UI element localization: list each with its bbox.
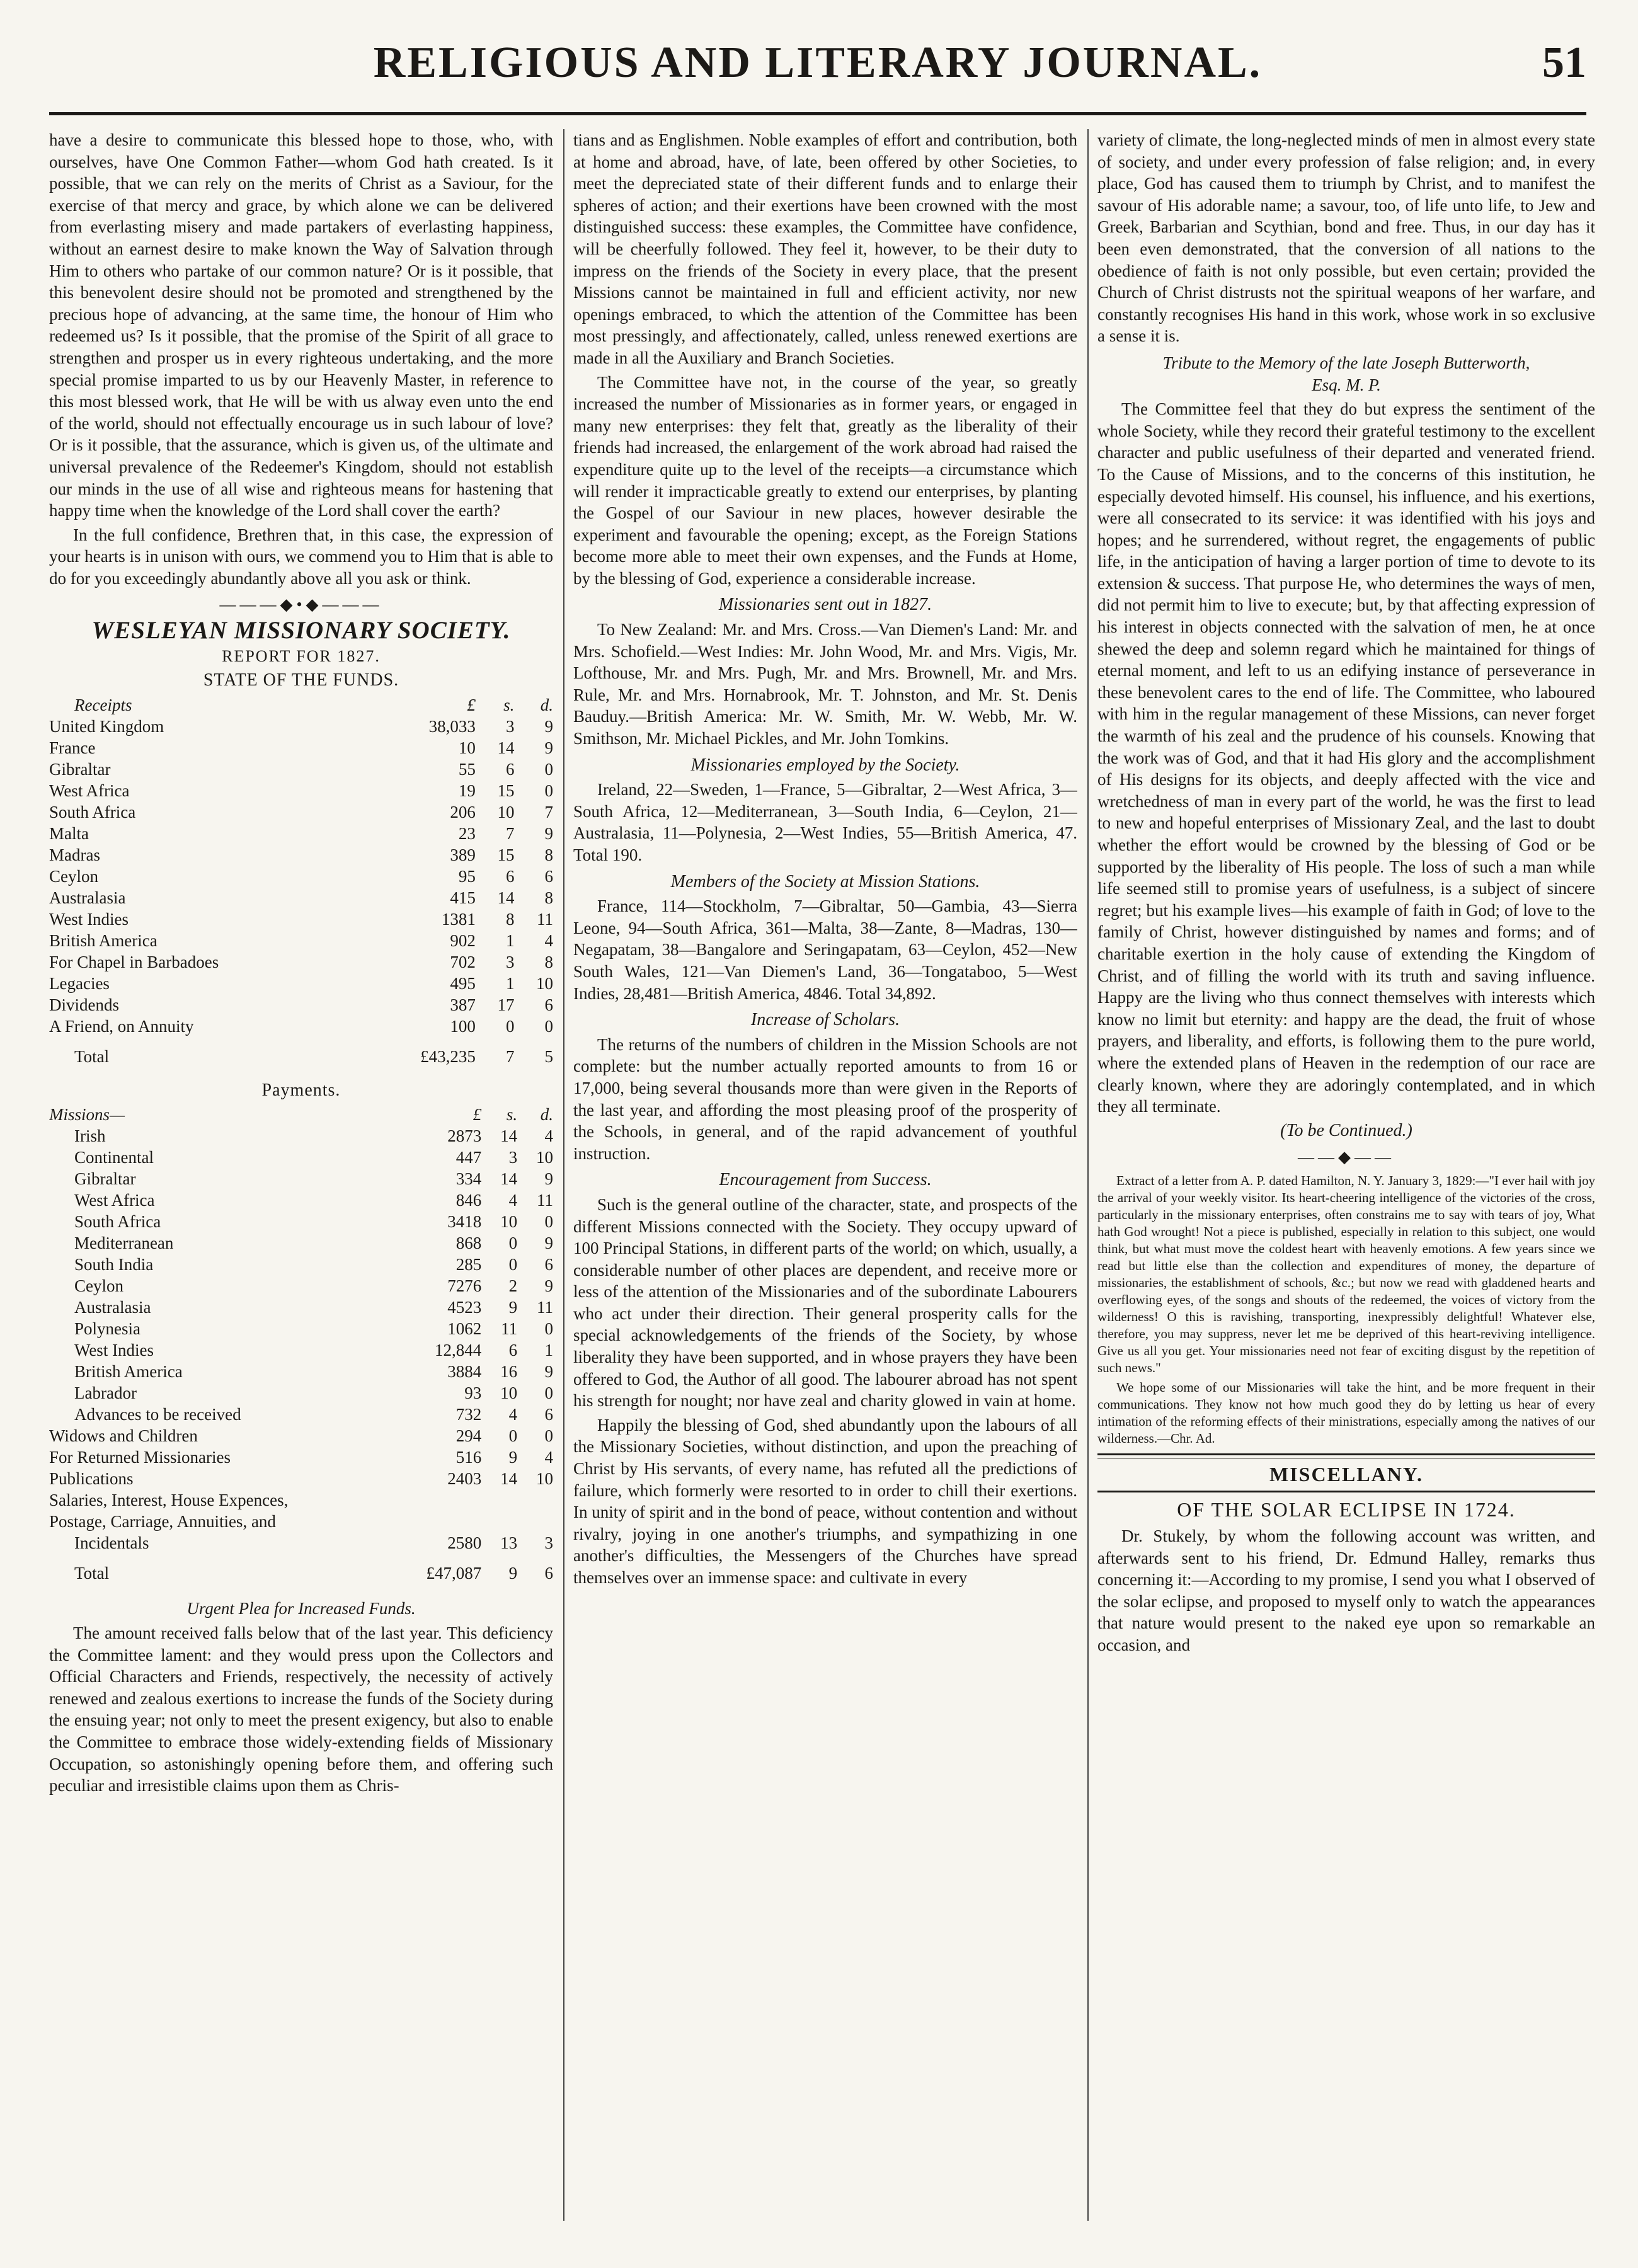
- pence-value: 4: [544, 1126, 553, 1146]
- pence-value: 6: [544, 1564, 553, 1583]
- running-title: RELIGIOUS AND LITERARY JOURNAL.: [373, 38, 1263, 87]
- pounds-value: 3884: [447, 1362, 482, 1382]
- shillings-value: 8: [505, 909, 515, 929]
- shillings-value: 1: [505, 931, 515, 950]
- pence-value: 6: [544, 995, 553, 1014]
- receipt-row: [49, 908, 553, 930]
- row-label: Advances to be received: [74, 1405, 241, 1424]
- pence-value: 9: [544, 1276, 553, 1296]
- pence-value: 10: [536, 1469, 553, 1489]
- pounds-value: 93: [464, 1383, 482, 1403]
- receipts-label: Receipts: [74, 695, 132, 714]
- shillings-value: 14: [500, 1169, 518, 1189]
- report-year: REPORT FOR 1827.: [222, 646, 381, 665]
- receipts-total-row: [49, 1037, 553, 1076]
- pounds-value: 23: [458, 823, 476, 843]
- row-label: France: [49, 738, 96, 757]
- pence-value: 9: [544, 738, 553, 757]
- extract-paragraph: Extract of a letter from A. P. dated Hamilton, N. Y. January 3, 1829:—"I ever hail with joy the arrival of your weekly visitor. Its heart-cheering intelligence of the victories of the cross, particularly in the missionary enterprises, often constrains me to say with tears of joy, What hath God wrought! Not a piece is published, especially in relation to this subject, one would think, but what must move the coldest heart with heavenly emotions. A few years since we read but little else than the collection and expenditures of money, the departure of missionaries, the establishment of schools, &c.; but now we read with gladdened hearts and overflowing eyes, of the songs and shouts of the redeemed, the voices of victory from the wilderness! O this is ravishing, transporting, inexpressibly delightful! Whatever else, therefore, you may suppress, never let me be deprived of this heart-reviving intelligence. Give us all you get. Your missionaries need not fear of exciting disgust by the repetition of such news.": [1097, 1172, 1595, 1375]
- pence-value: 0: [544, 1319, 553, 1339]
- pounds-value: 19: [458, 781, 476, 800]
- payment-row: [49, 1125, 553, 1147]
- column-middle: [573, 129, 1077, 2224]
- pence-value: 0: [544, 1212, 553, 1232]
- pounds-value: 7276: [447, 1276, 482, 1296]
- currency-shillings: s.: [506, 1105, 518, 1125]
- shillings-value: 4: [508, 1405, 518, 1424]
- shillings-value: 3: [505, 716, 515, 736]
- shillings-value: 9: [508, 1298, 518, 1317]
- pounds-value: 1062: [447, 1319, 482, 1339]
- pounds-value: 902: [450, 931, 476, 950]
- section-rule: [1097, 1491, 1595, 1492]
- receipt-row: [49, 887, 553, 908]
- shillings-value: 0: [508, 1426, 518, 1446]
- receipt-row: [49, 823, 553, 844]
- pence-value: 8: [544, 952, 553, 971]
- payment-row: [49, 1254, 553, 1275]
- page-number: 51: [1542, 38, 1586, 87]
- shillings-value: 4: [508, 1191, 518, 1210]
- shillings-value: 14: [500, 1126, 518, 1146]
- pence-value: 10: [536, 1148, 553, 1167]
- shillings-value: 3: [505, 952, 515, 971]
- row-label: For Returned Missionaries: [49, 1448, 231, 1467]
- pence-value: 0: [544, 1016, 553, 1036]
- shillings-value: 7: [505, 823, 515, 843]
- row-label: Continental: [74, 1148, 154, 1167]
- payment-row: [49, 1339, 553, 1361]
- receipt-row: [49, 759, 553, 780]
- row-label: Total: [74, 1564, 110, 1583]
- body-paragraph: In the full confidence, Brethren that, in this case, the expression of your hearts is in unison with ours, we commend you to Him that is able to do for you exceedingly abundantly above all you ask or think.: [49, 525, 553, 588]
- pounds-value: 100: [450, 1016, 476, 1036]
- pence-value: 11: [537, 1298, 553, 1317]
- pence-value: 5: [544, 1046, 553, 1066]
- pence-value: 4: [544, 1448, 553, 1467]
- pence-value: 9: [544, 1169, 553, 1189]
- row-label: Ceylon: [74, 1276, 123, 1296]
- shillings-value: 0: [505, 1016, 515, 1036]
- pounds-value: 3418: [447, 1212, 482, 1232]
- shillings-value: 6: [505, 759, 515, 779]
- shillings-value: 1: [505, 973, 515, 993]
- pounds-value: 95: [458, 866, 476, 886]
- row-label: Ceylon: [49, 866, 98, 886]
- shillings-value: 0: [508, 1234, 518, 1253]
- section-rule: [1097, 1453, 1595, 1458]
- pence-value: 3: [544, 1533, 553, 1553]
- shillings-value: 6: [508, 1341, 518, 1360]
- pence-value: 9: [544, 823, 553, 843]
- section-divider: ———◆•◆———: [219, 595, 383, 614]
- receipts-table: [49, 694, 553, 1076]
- pounds-value: 516: [455, 1448, 482, 1467]
- row-label: Gibraltar: [49, 759, 111, 779]
- payment-row: [49, 1468, 553, 1489]
- row-label: Irish: [74, 1126, 106, 1146]
- payment-row: [49, 1168, 553, 1189]
- shillings-value: 9: [508, 1448, 518, 1467]
- pounds-value: 2873: [447, 1126, 482, 1146]
- payment-row: [49, 1297, 553, 1318]
- row-label: Postage, Carriage, Annuities, and: [49, 1512, 276, 1532]
- row-label: Salaries, Interest, House Expences,: [49, 1491, 289, 1510]
- payment-row: [49, 1511, 553, 1532]
- receipt-row: [49, 801, 553, 823]
- body-paragraph: France, 114—Stockholm, 7—Gibraltar, 50—Gambia, 43—Sierra Leone, 94—South Africa, 361—Malta, 38—Zante, 8—Madras, 130—Negapatam, 38—Bangalore and Seringapatam, 63—Ceylon, 452—New South Wales, 121—Van Diemen's Land, 36—Tongataboo, 5—West Indies, 28,481—British America, 4846. Total 34,892.: [573, 896, 1077, 1003]
- body-paragraph: The returns of the numbers of children in the Mission Schools are not complete: but the number actually reported amounts to from 16 or 17,000, being several thousands more than were given in the Reports of the last year, and affording the most pleasing proof of the prosperity of the Schools, in general, and of the rapid advancement of youthful instruction.: [573, 1034, 1077, 1163]
- pounds-value: 732: [455, 1405, 482, 1424]
- row-label: South India: [74, 1255, 154, 1274]
- row-label: British America: [49, 931, 158, 950]
- payment-row: [49, 1532, 553, 1554]
- row-label: Legacies: [49, 973, 110, 993]
- receipt-row: [49, 716, 553, 737]
- shillings-value: 6: [505, 866, 515, 886]
- pounds-value: 12,844: [435, 1341, 482, 1360]
- pounds-value: 2403: [447, 1469, 482, 1489]
- pounds-value: 389: [450, 845, 476, 864]
- shillings-value: 14: [497, 888, 515, 907]
- shillings-value: 15: [497, 845, 515, 864]
- receipt-row: [49, 844, 553, 866]
- pounds-value: 702: [450, 952, 476, 971]
- shillings-value: 11: [501, 1319, 518, 1339]
- payments-heading: Payments.: [261, 1080, 341, 1100]
- section-heading: Missionaries employed by the Society.: [690, 755, 960, 775]
- row-label: Madras: [49, 845, 100, 864]
- section-heading: Missionaries sent out in 1827.: [718, 595, 932, 615]
- pence-value: 11: [537, 1191, 553, 1210]
- column-rule: [1087, 129, 1089, 2221]
- pounds-value: 294: [455, 1426, 482, 1446]
- payment-row: [49, 1404, 553, 1425]
- page-header: [49, 37, 1586, 115]
- pounds-value: 495: [450, 973, 476, 993]
- payment-row: [49, 1361, 553, 1382]
- pence-value: 9: [544, 1362, 553, 1382]
- body-paragraph: Dr. Stukely, by whom the following account was written, and afterwards sent to his friend, Dr. Edmund Halley, remarks thus concerning it:—According to my promise, I send you what I observed of the solar eclipse, and proposed to myself only to watch the appearances that nature would present to the naked eye upon so remarkable an occasion, and: [1097, 1526, 1595, 1655]
- row-label: Mediterranean: [74, 1234, 174, 1253]
- pounds-value: 415: [450, 888, 476, 907]
- row-label: Malta: [49, 823, 89, 843]
- tribute-heading-name: Esq. M. P.: [1312, 375, 1381, 394]
- pounds-value: 4523: [447, 1298, 482, 1317]
- pence-value: 6: [544, 1405, 553, 1424]
- body-paragraph: The Committee have not, in the course of the year, so greatly increased the number of Missionaries as in former years, or engaged in many new enterprises: they felt that, greatly as the liberality of their friends had increased, the enlargement of the work abroad had raised the expenditure quite up to the level of the receipts—a circumstance which will render it impracticable greatly to extend our enterprises, by planting the Gospel of our Saviour in new places, however desirable the experiment and favourable the opening; except, as the Foreign Stations become more able to meet their own expenses, and the Funds at Home, by the blessing of God, experience a considerable increase.: [573, 372, 1077, 588]
- funds-heading: STATE OF THE FUNDS.: [203, 670, 399, 690]
- pence-value: 6: [544, 866, 553, 886]
- column-rule: [563, 129, 564, 2221]
- body-paragraph: Ireland, 22—Sweden, 1—France, 5—Gibraltar, 2—West Africa, 3—South Africa, 12—Mediterranean, 3—South India, 6—Ceylon, 21—Australasia, 11—Polynesia, 2—West Indies, 55—British America, 47. Total 190.: [573, 780, 1077, 864]
- pence-value: 0: [544, 781, 553, 800]
- row-label: Polynesia: [74, 1319, 140, 1339]
- body-paragraph: tians and as Englishmen. Noble examples of effort and contribution, both at home and abroad, have, of late, been offered by other Societies, to meet the depreciated state of their different funds and to enlarge their spheres of action; and their exertions have been crowned with the most distinguished success: these examples, the Committee have confidence, will be cheerfully followed. They feel it, however, to be their duty to impress on the friends of the Society in every place, that the present Missions cannot be maintained in full and efficient activity, nor new openings embraced, to which the attention of the Committee has been most pressingly, and affectionately, called, unless renewed exertions are made in all the Auxiliary and Branch Societies.: [573, 130, 1077, 367]
- receipt-row: [49, 951, 553, 973]
- column-right: [1097, 129, 1595, 2224]
- tribute-heading: Tribute to the Memory of the late Joseph Butterworth,: [1162, 353, 1530, 372]
- pounds-value: 387: [450, 995, 476, 1014]
- currency-pence: d.: [540, 695, 553, 714]
- pounds-value: £43,235: [420, 1046, 476, 1066]
- miscellany-heading: MISCELLANY.: [1269, 1462, 1423, 1486]
- continued-note: (To be Continued.): [1280, 1120, 1412, 1140]
- pounds-value: 285: [455, 1255, 482, 1274]
- payment-row: [49, 1232, 553, 1254]
- payment-row: [49, 1382, 553, 1404]
- section-heading: Increase of Scholars.: [750, 1010, 900, 1030]
- row-label: West Indies: [49, 909, 129, 929]
- pounds-value: 10: [458, 738, 476, 757]
- shillings-value: 17: [497, 995, 515, 1014]
- currency-pounds: £: [467, 695, 476, 714]
- payments-total-row: [49, 1554, 553, 1593]
- pence-value: 10: [536, 973, 553, 993]
- receipt-row: [49, 1016, 553, 1037]
- payment-row: [49, 1275, 553, 1297]
- pounds-value: 55: [458, 759, 476, 779]
- pounds-value: 206: [450, 802, 476, 822]
- row-label: For Chapel in Barbadoes: [49, 952, 219, 971]
- extract-paragraph: We hope some of our Missionaries will take the hint, and be more frequent in their communications. They know not how much good they do by letting us hear of every intimation of the reforming effects of their ministrations, especially among the natives of our wilderness.—Chr. Ad.: [1097, 1379, 1595, 1446]
- row-label: South Africa: [49, 802, 136, 822]
- payment-row: [49, 1489, 553, 1511]
- receipt-row: [49, 866, 553, 887]
- article-title: OF THE SOLAR ECLIPSE IN 1724.: [1177, 1498, 1516, 1521]
- shillings-value: 7: [505, 1046, 515, 1066]
- row-label: Gibraltar: [74, 1169, 136, 1189]
- row-label: Total: [74, 1046, 110, 1066]
- row-label: Australasia: [74, 1298, 151, 1317]
- section-heading: Members of the Society at Mission Stations.: [670, 871, 980, 891]
- body-paragraph: To New Zealand: Mr. and Mrs. Cross.—Van Diemen's Land: Mr. and Mrs. Schofield.—West Indies: Mr. John Wood, Mr. and Mrs. Vigis, Mr. Lofthouse, Mr. and Mrs. Pugh, Mr. and Mrs. Brownell, Mr. and Mrs. Rule, Mr. and Mrs. Hornabrook, Mr. T. Johnston, and Mr. St. Denis Bauduy.—British America: Mr. W. Smith, Mr. W. Webb, Mr. W. Smithson, Mr. Michael Pickles, and Mr. John Tomkins.: [573, 620, 1077, 748]
- row-label: West Africa: [74, 1191, 155, 1210]
- currency-pence: d.: [540, 1105, 553, 1125]
- payments-table: [49, 1104, 553, 1593]
- shillings-value: 3: [508, 1148, 518, 1167]
- shillings-value: 9: [508, 1564, 518, 1583]
- shillings-value: 14: [500, 1469, 518, 1489]
- shillings-value: 10: [500, 1383, 518, 1403]
- pence-value: 0: [544, 1426, 553, 1446]
- pounds-value: £47,087: [426, 1564, 482, 1583]
- pence-value: 9: [544, 716, 553, 736]
- society-title: WESLEYAN MISSIONARY SOCIETY.: [91, 617, 511, 644]
- row-label: British America: [74, 1362, 183, 1382]
- row-label: Incidentals: [74, 1533, 149, 1553]
- row-label: Labrador: [74, 1383, 137, 1403]
- pounds-value: 447: [455, 1148, 482, 1167]
- missions-label: Missions—: [49, 1105, 125, 1125]
- pounds-value: 38,033: [428, 716, 476, 736]
- pence-value: 1: [544, 1341, 553, 1360]
- pence-value: 0: [544, 1383, 553, 1403]
- row-label: United Kingdom: [49, 716, 164, 736]
- pence-value: 0: [544, 759, 553, 779]
- payment-row: [49, 1211, 553, 1232]
- shillings-value: 0: [508, 1255, 518, 1274]
- pounds-value: 868: [455, 1234, 482, 1253]
- pounds-value: 1381: [441, 909, 476, 929]
- pence-value: 8: [544, 888, 553, 907]
- pence-value: 6: [544, 1255, 553, 1274]
- payment-row: [49, 1147, 553, 1168]
- shillings-value: 10: [497, 802, 515, 822]
- pounds-value: 334: [455, 1169, 482, 1189]
- row-label: West Indies: [74, 1341, 154, 1360]
- column-left: [49, 129, 553, 2224]
- body-paragraph: variety of climate, the long-neglected minds of men in almost every state of society, and under every profession of false religion; and, in every place, God has caused them to triumph by Christ, and to manifest the savour of His adorable name; a savour, too, of life unto life, to Jew and Greek, Barbarian and Scythian, bond and free. Thus, in our day has it been even demonstrated, that the conversion of all nations to the obedience of faith is not only possible, but even certain; provided the Church of Christ distrusts not the spiritual weapons of her warfare, and constantly recognises His hand in this work, whose work in so exclusive a sense it is.: [1097, 130, 1595, 346]
- pence-value: 11: [537, 909, 553, 929]
- payment-row: [49, 1446, 553, 1468]
- receipts-header-row: [49, 694, 553, 716]
- body-paragraph: Such is the general outline of the character, state, and prospects of the different Missions connected with the Society. They occupy upward of 100 Principal Stations, in different parts of the world; on which, usually, a considerable number of other places are dependent, and receive more or less of the attention of the Missionaries and of the subordinate Labourers who act under their direction. Their general prosperity calls for the special acknowledgements of the friends of the Society, by whose liberality they have been supported, and in whose prayers they have been offered to God, the Author of all good. The labourer abroad has not spent his strength for nought; nor have zeal and charity glowed in vain at home.: [573, 1194, 1077, 1411]
- receipt-row: [49, 973, 553, 994]
- body-paragraph: Happily the blessing of God, shed abundantly upon the labours of all the Missionary Societies, without distinction, and upon the preaching of Christ by His servants, of every name, has refuted all the predictions of failure, which formerly were resorted to in order to chill their exertions. In unity of spirit and in the bond of peace, without contention and without rivalry, joying in one another's triumphs, and sympathizing in one another's difficulties, the Messengers of the Churches have spread themselves over an immense space: and cultivate in every: [573, 1415, 1077, 1587]
- shillings-value: 15: [497, 781, 515, 800]
- pence-value: 9: [544, 1234, 553, 1253]
- payment-row: [49, 1189, 553, 1211]
- row-label: West Africa: [49, 781, 130, 800]
- currency-shillings: s.: [503, 695, 515, 714]
- row-label: Dividends: [49, 995, 119, 1014]
- row-label: Australasia: [49, 888, 126, 907]
- urgent-heading: Urgent Plea for Increased Funds.: [186, 1599, 416, 1618]
- payment-row: [49, 1318, 553, 1339]
- receipt-row: [49, 780, 553, 801]
- row-label: Widows and Children: [49, 1426, 198, 1446]
- section-heading: Encouragement from Success.: [719, 1170, 932, 1190]
- pence-value: 4: [544, 931, 553, 950]
- pence-value: 8: [544, 845, 553, 864]
- pounds-value: 2580: [447, 1533, 482, 1553]
- payments-header-row: [49, 1104, 553, 1125]
- receipt-row: [49, 930, 553, 951]
- body-paragraph: The amount received falls below that of the last year. This deficiency the Committee lament: and they would press upon the Collectors and Official Characters and Friends, respectively, the necessity of actively renewed and zealous exertions to increase the funds of the Society during the ensuing year; not only to meet the present exigency, but also to enable the Committee to embrace those widely-extending fields of Missionary Occupation, so astonishingly opening before them, and offering such peculiar and irresistible claims upon them as Chris-: [49, 1624, 553, 1796]
- payment-row: [49, 1425, 553, 1446]
- shillings-value: 2: [508, 1276, 518, 1296]
- pence-value: 7: [544, 802, 553, 822]
- shillings-value: 10: [500, 1212, 518, 1232]
- shillings-value: 13: [500, 1533, 518, 1553]
- section-divider: ——◆——: [1298, 1148, 1395, 1167]
- body-paragraph: The Committee feel that they do but express the sentiment of the whole Society, while they record their grateful testimony to the excellent character and public usefulness of their departed and venerated friend. To the Cause of Missions, and to the concerns of this institution, he especially devoted himself. His counsel, his influence, and his exertions, were all consecrated to its service: it was identified with his joys and hopes; and he surrendered, without regret, the engagements of public life, in the anticipation of having a larger portion of time to devote to its extension & success. That purpose He, who determines the ways of men, did not permit him to live to execute; but, by that affecting expression of his interest in objects connected with the salvation of men, he at once shewed the deep and solemn regard which he maintained for things of eternal moment, and left to us an edifying instance of perseverance in these benevolent cares to the end of life. The Committee, who laboured with him in the regular management of these Missions, can never forget the warmth of his zeal and the prudence of his counsels. Knowing that the work was of God, and that it had His glory and the accomplishment of His designs for its objects, and deeply affected with the vice and wretchedness of man in every part of the world, he was the first to lead to new and hopeful enterprises of Missionary Zeal, and the last to doubt whether the effort would be crowned by the blessing of God or be supported by the liberality of His people. The loss of such a man while life seemed still to promise years of usefulness, is a subject of sincere regret; but his example lives—his example of faith in God; of love to the family of Christ, however distinguished by names and forms; and of charitable exertion in the holy cause of extending the Kingdom of Christ, and of filling the world with its truth and saving influence. Happy are the living who thus connect themselves with interests which know no limit but eternity: and happy are the dead, the fruit of whose prayers, and liberality, and efforts, is following them to the pure world, where the extended plans of Heaven in the redemption of our race are clearly known, where they are adoringly contemplated, and in which they all terminate.: [1097, 399, 1595, 1116]
- pounds-value: 846: [455, 1191, 482, 1210]
- receipt-row: [49, 994, 553, 1016]
- body-paragraph: have a desire to communicate this blessed hope to those, who, with ourselves, have One Common Father—whom God hath created. Is it possible, that we can rely on the merits of Christ as a Saviour, for the exercise of that mercy and grace, by which alone we can be delivered from everlasting misery and made partakers of everlasting happiness, without an earnest desire to make known the Way of Salvation through Him to others who partake of our common nature? Or is it possible, that this benevolent desire should not be promoted and strengthened by the precious hope of advancing, at the same time, the honour of Him who redeemed us? Is it possible, that the promise of the Spirit of all grace to strengthen and prosper us in every righteous undertaking, and the more special promise imparted to us by our Heavenly Master, in reference to this most blessed work, that He will be with us alway even unto the end of the world, should not effectually encourage us in such labour of love? Or is it possible, that the assurance, which is given us, of the ultimate and universal prevalence of the Redeemer's Kingdom, should not establish our minds in the use of all wise and righteous means for hastening that happy time when the knowledge of the Lord shall cover the earth?: [49, 130, 553, 520]
- row-label: Publications: [49, 1469, 134, 1489]
- row-label: A Friend, on Annuity: [49, 1016, 194, 1036]
- letter-extract: [1097, 1172, 1595, 1447]
- row-label: South Africa: [74, 1212, 161, 1232]
- currency-pounds: £: [472, 1105, 482, 1125]
- shillings-value: 16: [500, 1362, 518, 1382]
- receipt-row: [49, 737, 553, 759]
- shillings-value: 14: [497, 738, 515, 757]
